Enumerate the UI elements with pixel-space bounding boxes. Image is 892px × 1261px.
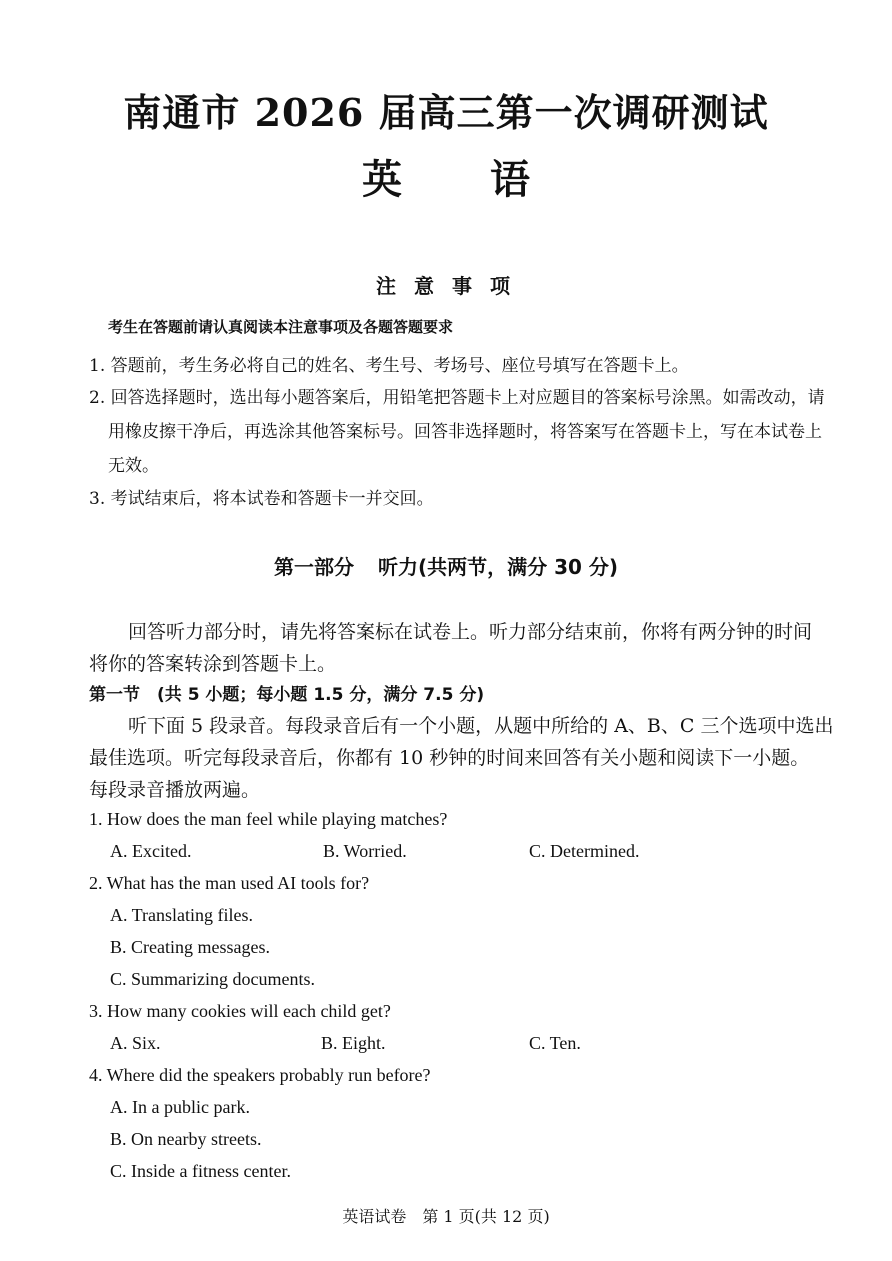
notice-heading-char: 项 [490,274,510,298]
section-one-title: 第一节 (共 5 小题；每小题 1.5 分，满分 7.5 分) [89,685,485,705]
part-one-title [0,551,892,580]
question-4-option-a: A. In a public park. [110,1097,250,1117]
question-2-option-c: C. Summarizing documents. [110,969,315,989]
question-1-option-c: C. Determined. [529,841,640,861]
question-3-option-b: B. Eight. [321,1033,386,1053]
question-1-stem: 1. How does the man feel while playing matches? [89,809,448,829]
notice-item-2-line-1: 2. 回答选择题时，选出每小题答案后，用铅笔把答题卡上对应题目的答案标号涂黑。如需改动，请 [89,388,825,408]
exam-title: 南通市 2026 届高三第一次调研测试 [123,90,769,135]
part-one-intro-line-1: 回答听力部分时，请先将答案标在试卷上。听力部分结束前，你将有两分钟的时间 [128,621,813,643]
question-1-option-b: B. Worried. [323,841,407,861]
question-3-option-a: A. Six. [110,1033,161,1053]
notice-heading-char: 事 [452,274,472,298]
notice-heading-char: 注 [376,274,396,298]
question-4-option-c: C. Inside a fitness center. [110,1161,291,1181]
part-one-label: 第一部分 [273,555,354,579]
part-one-subtitle: 听力(共两节，满分 30 分) [377,555,619,579]
part-one-intro-line-2: 将你的答案转涂到答题卡上。 [89,653,337,675]
question-3-stem: 3. How many cookies will each child get? [89,1001,391,1021]
notice-item-2-line-3: 无效。 [108,456,159,476]
question-4-stem: 4. Where did the speakers probably run before? [89,1065,431,1085]
page-footer: 英语试卷 第 1 页(共 12 页) [342,1207,550,1226]
notice-item-3: 3. 考试结束后，将本试卷和答题卡一并交回。 [89,489,434,509]
question-2-option-a: A. Translating files. [110,905,254,925]
question-2-stem: 2. What has the man used AI tools for? [89,873,370,893]
section-one-directions-line-3: 每段录音播放两遍。 [89,779,261,801]
subject-title [0,148,892,205]
subject-char-1: 英 [362,157,402,203]
notice-item-1: 1. 答题前，考生务必将自己的姓名、考生号、考场号、座位号填写在答题卡上。 [89,356,689,376]
subject-char-2: 语 [490,157,530,203]
question-2-option-b: B. Creating messages. [110,937,270,957]
notice-requirement: 考生在答题前请认真阅读本注意事项及各题答题要求 [108,318,454,336]
question-4-option-b: B. On nearby streets. [110,1129,262,1149]
section-one-directions-line-2: 最佳选项。听完每段录音后，你都有 10 秒钟的时间来回答有关小题和阅读下一小题。 [89,747,810,769]
question-1-option-a: A. Excited. [110,841,192,861]
notice-heading-char: 意 [414,274,434,298]
notice-heading [0,270,886,299]
notice-item-2-line-2: 用橡皮擦干净后，再选涂其他答案标号。回答非选择题时，将答案写在答题卡上，写在本试卷上 [108,422,822,442]
section-one-directions-line-1: 听下面 5 段录音。每段录音后有一个小题，从题中所给的 A、B、C 三个选项中选出 [128,715,834,737]
question-3-option-c: C. Ten. [529,1033,581,1053]
